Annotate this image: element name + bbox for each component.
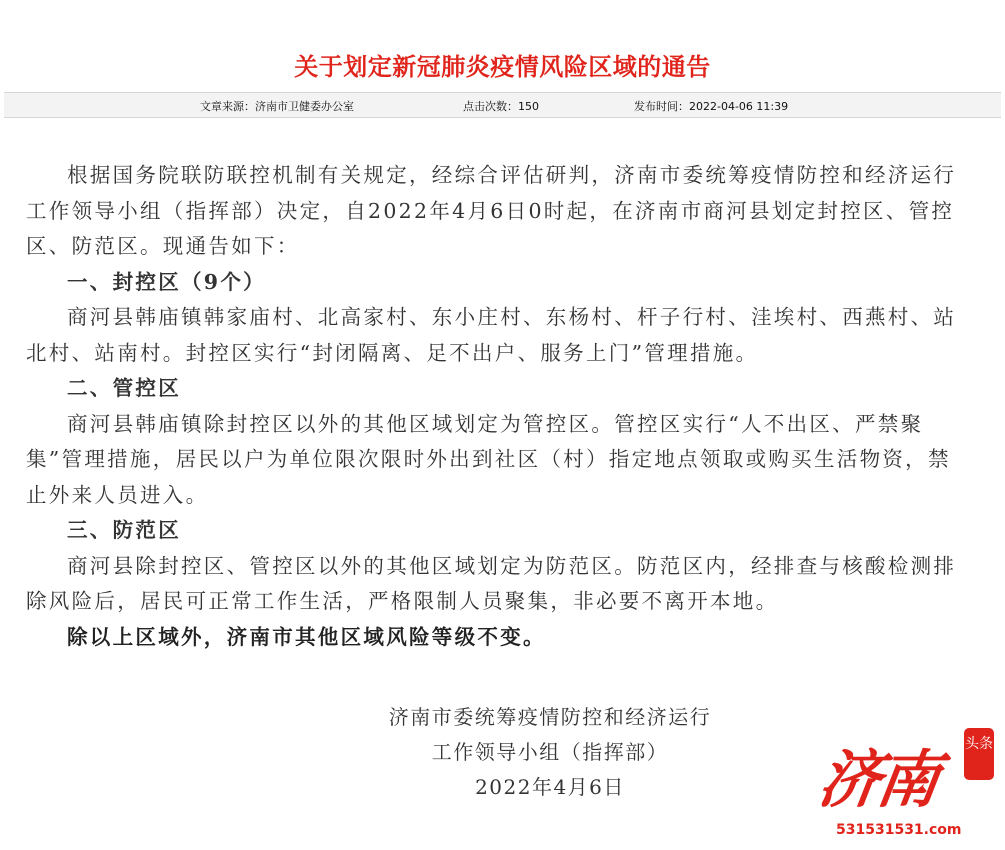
signature-date: 2022年4月6日 [475, 775, 625, 799]
meta-click-count: 点击次数：150 [463, 100, 539, 113]
watermark-url: 531531531.com [836, 822, 962, 838]
section-heading-controlled-area: 二、管控区 [67, 376, 181, 400]
conclusion-paragraph: 除以上区域外，济南市其他区域风险等级不变。 [67, 624, 546, 649]
watermark-seal: 头条 [964, 728, 994, 780]
signature-block [290, 700, 810, 805]
watermark-brand: 济南 [814, 743, 941, 816]
section-heading-closed-area: 一、封控区（9个） [67, 269, 266, 294]
signature-org-line1: 济南市委统筹疫情防控和经济运行 [388, 705, 712, 729]
meta-source: 文章来源：济南市卫健委办公室 [200, 100, 354, 113]
article-body [26, 158, 966, 655]
article-title: 关于划定新冠肺炎疫情风险区域的通告 [294, 52, 711, 81]
section-heading-prevention-area: 三、防范区 [67, 518, 181, 542]
article-meta-bar [4, 92, 1001, 118]
section-text-prevention-area: 商河县除封控区、管控区以外的其他区域划定为防范区。防范区内，经排查与核酸检测排除风险后，居民可正常工作生活，严格限制人员聚集，非必要不离开本地。 [26, 553, 957, 613]
intro-paragraph: 根据国务院联防联控机制有关规定，经综合评估研判，济南市委统筹疫情防控和经济运行工作领导小组（指挥部）决定，自2022年4月6日0时起，在济南市商河县划定封控区、管控区、防范区。现通告如下： [26, 163, 957, 258]
meta-publish-time: 发布时间：2022-04-06 11:39 [634, 100, 789, 113]
section-text-closed-area: 商河县韩庙镇韩家庙村、北高家村、东小庄村、东杨村、杆子行村、洼埃村、西燕村、站北村、站南村。封控区实行“封闭隔离、足不出户、服务上门”管理措施。 [26, 305, 957, 365]
section-text-controlled-area: 商河县韩庙镇除封控区以外的其他区域划定为管控区。管控区实行“人不出区、严禁聚集”管理措施，居民以户为单位限次限时外出到社区（村）指定地点领取或购买生活物资，禁止外来人员进入。 [26, 411, 951, 507]
signature-org-line2: 工作领导小组（指挥部） [431, 740, 669, 764]
watermark-logo [812, 722, 1000, 848]
